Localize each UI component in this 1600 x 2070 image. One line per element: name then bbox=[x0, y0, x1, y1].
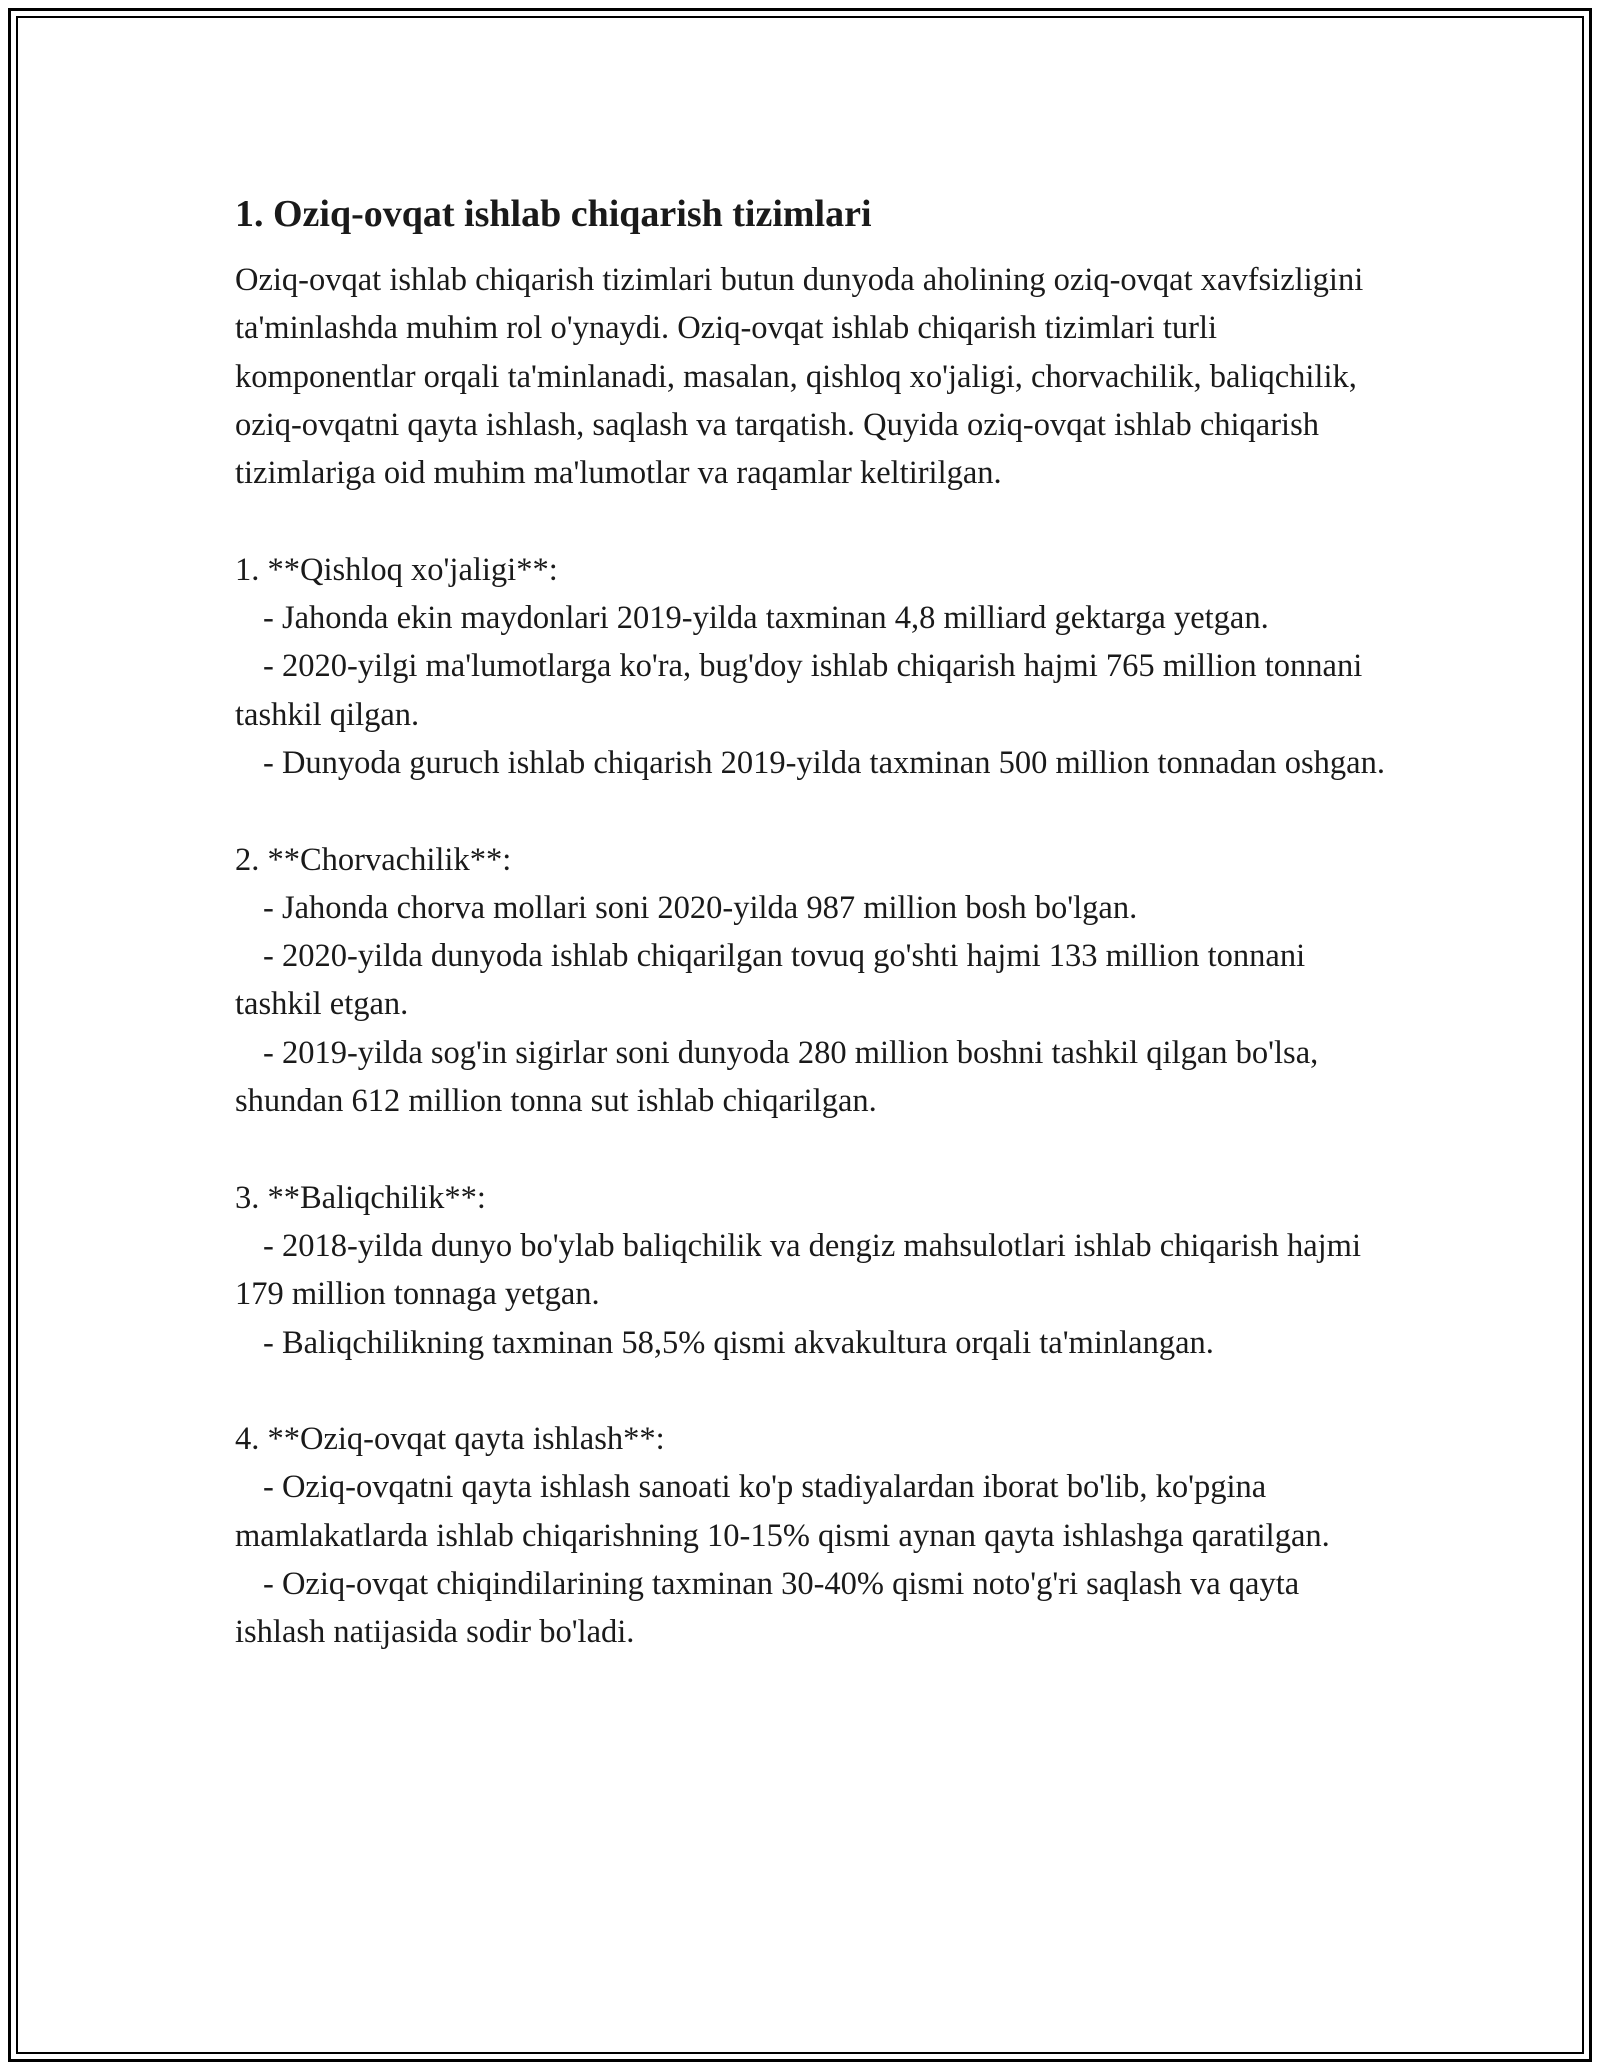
spacer bbox=[235, 1367, 1385, 1415]
section-heading: 2. **Chorvachilik**: bbox=[235, 841, 512, 878]
spacer bbox=[235, 787, 1385, 835]
list-item: - Jahonda ekin maydonlari 2019-yilda taxminan 4,8 milliard gektarga yetgan. bbox=[263, 600, 1269, 637]
section-livestock bbox=[235, 836, 1385, 1126]
document-title: 1. Oziq-ovqat ishlab chiqarish tizimlari bbox=[235, 193, 872, 235]
list-item: - Baliqchilikning taxminan 58,5% qismi akvakultura orqali ta'minlangan. bbox=[263, 1324, 1214, 1361]
spacer bbox=[235, 1125, 1385, 1173]
section-fishery bbox=[235, 1174, 1385, 1367]
list-item: - Dunyoda guruch ishlab chiqarish 2019-yilda taxminan 500 million tonnadan oshgan. bbox=[263, 744, 1385, 781]
list-item: - Jahonda chorva mollari soni 2020-yilda 987 million bosh bo'lgan. bbox=[263, 889, 1138, 926]
section-heading: 4. **Oziq-ovqat qayta ishlash**: bbox=[235, 1421, 665, 1458]
section-food-processing bbox=[235, 1415, 1385, 1656]
document-body bbox=[235, 186, 1385, 1657]
list-item: - 2020-yilda dunyoda ishlab chiqarilgan tovuq go'shti hajmi 133 million tonnani tashkil etgan. bbox=[235, 938, 1306, 1023]
list-item: - 2020-yilgi ma'lumotlarga ko'ra, bug'doy ishlab chiqarish hajmi 765 million tonnani tashkil qilgan. bbox=[235, 648, 1363, 733]
list-item: - 2019-yilda sog'in sigirlar soni dunyoda 280 million boshni tashkil qilgan bo'lsa, shundan 612 million tonna sut ishlab chiqarilgan. bbox=[235, 1034, 1319, 1120]
intro-paragraph: Oziq-ovqat ishlab chiqarish tizimlari butun dunyoda aholining oziq-ovqat xavfsizligini ta'minlashda muhim rol o'ynaydi. Oziq-ovqat ishlab chiqarish tizimlari turli komponentlar orqali ta'minlanadi, masalan, qishloq xo'jaligi, chorvachilik, baliqchilik, oziq-ovqatni qayta ishlash, saqlash va tarqatish. Quyida oziq-ovqat ishlab chiqarish tizimlariga oid muhim ma'lumotlar va raqamlar keltirilgan. bbox=[235, 262, 1372, 492]
list-item: - Oziq-ovqat chiqindilarining taxminan 30-40% qismi noto'g'ri saqlash va qayta ishlash natijasida sodir bo'ladi. bbox=[235, 1566, 1300, 1651]
list-item: - 2018-yilda dunyo bo'ylab baliqchilik va dengiz mahsulotlari ishlab chiqarish hajmi 179 million tonnaga yetgan. bbox=[235, 1227, 1361, 1313]
list-item: - Oziq-ovqatni qayta ishlash sanoati ko'p stadiyalardan iborat bo'lib, ko'pgina mamlakatlarda ishlab chiqarishning 10-15% qismi aynan qayta ishlashga qaratilgan. bbox=[235, 1469, 1330, 1554]
section-heading: 1. **Qishloq xo'jaligi**: bbox=[235, 551, 558, 588]
section-heading: 3. **Baliqchilik**: bbox=[235, 1179, 486, 1216]
section-agriculture bbox=[235, 546, 1385, 787]
spacer bbox=[235, 497, 1385, 545]
